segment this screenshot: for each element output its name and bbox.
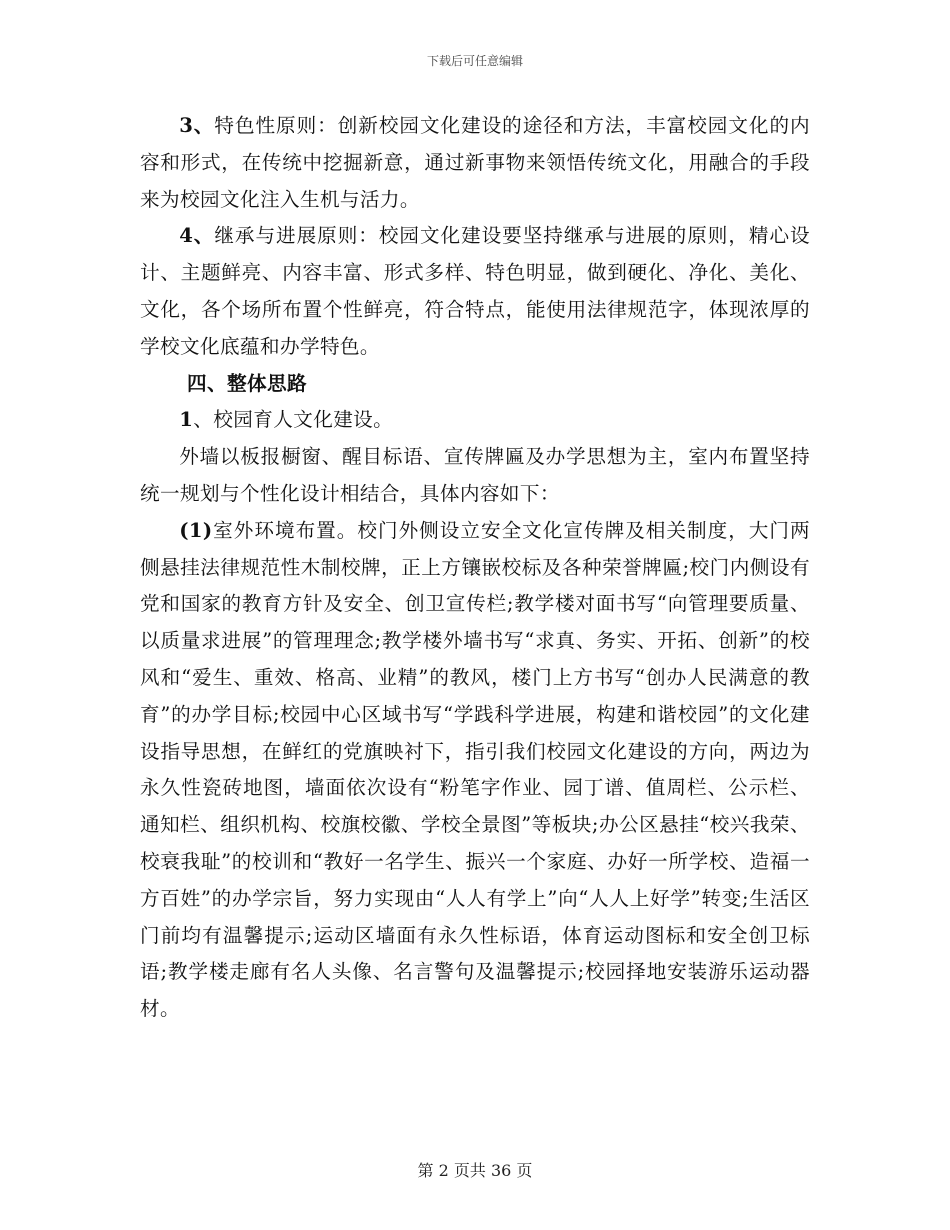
principle-4-paragraph	[140, 218, 810, 365]
section-heading: 四、整体思路	[187, 371, 307, 395]
page-header: 下载后可任意编辑	[426, 54, 523, 68]
item-number: (1)	[179, 518, 213, 542]
paragraph-text: 继承与进展原则：校园文化建设要坚持继承与进展的原则，精心设计、主题鲜亮、内容丰富、形式多样、特色明显，做到硬化、净化、美化、文化，各个场所布置个性鲜亮，符合特点，能使用法律规范字，体现浓厚的学校文化底蕴和办学特色。	[140, 224, 810, 358]
item-1-paragraph	[140, 513, 810, 1028]
paragraph-number: 3、	[179, 114, 215, 137]
intro-paragraph: 外墙以板报橱窗、醒目标语、宣传牌匾及办学思想为主，室内布置坚持统一规划与个性化设计相结合，具体内容如下：	[140, 445, 810, 505]
paragraph-text: 特色性原则：创新校园文化建设的途径和方法，丰富校园文化的内容和形式，在传统中挖掘新意，通过新事物来领悟传统文化，用融合的手段来为校园文化注入生机与活力。	[140, 114, 810, 211]
subheading-text: 、校园育人文化建设。	[193, 408, 394, 432]
page-footer: 第 2 页共 36 页	[417, 1161, 533, 1180]
principle-3-paragraph	[140, 108, 810, 218]
subheading-paragraph	[140, 402, 810, 439]
subheading-number: 1	[179, 408, 194, 432]
item-text: 室外环境布置。校门外侧设立安全文化宣传牌及相关制度，大门两侧悬挂法律规范性木制校牌，正上方镶嵌校标及各种荣誉牌匾;校门内侧设有党和国家的教育方针及安全、创卫宣传栏;教学楼对面书写“向管理要质量、以质量求进展”的管理理念;教学楼外墙书写“求真、务实、开拓、创新”的校风和“爱生、重效、格高、业精”的教风，楼门上方书写“创办人民满意的教育”的办学目标;校园中心区域书写“学践科学进展，构建和谐校园”的文化建设指导思想，在鲜红的党旗映衬下，指引我们校园文化建设的方向，两边为永久性瓷砖地图，墙面依次设有“粉笔字作业、园丁谱、值周栏、公示栏、通知栏、组织机构、校旗校徽、学校全景图”等板块;办公区悬挂“校兴我荣、校衰我耻”的校训和“教好一名学生、振兴一个家庭、办好一所学校、造福一方百姓”的办学宗旨，努力实现由“人人有学上”向“人人上好学”转变;生活区门前均有温馨提示;运动区墙面有永久性标语，体育运动图标和安全创卫标语;教学楼走廊有名人头像、名言警句及温馨提示;校园择地安装游乐运动器材。	[140, 518, 810, 1021]
paragraph-number: 4、	[179, 224, 215, 248]
document-body	[140, 108, 810, 1028]
